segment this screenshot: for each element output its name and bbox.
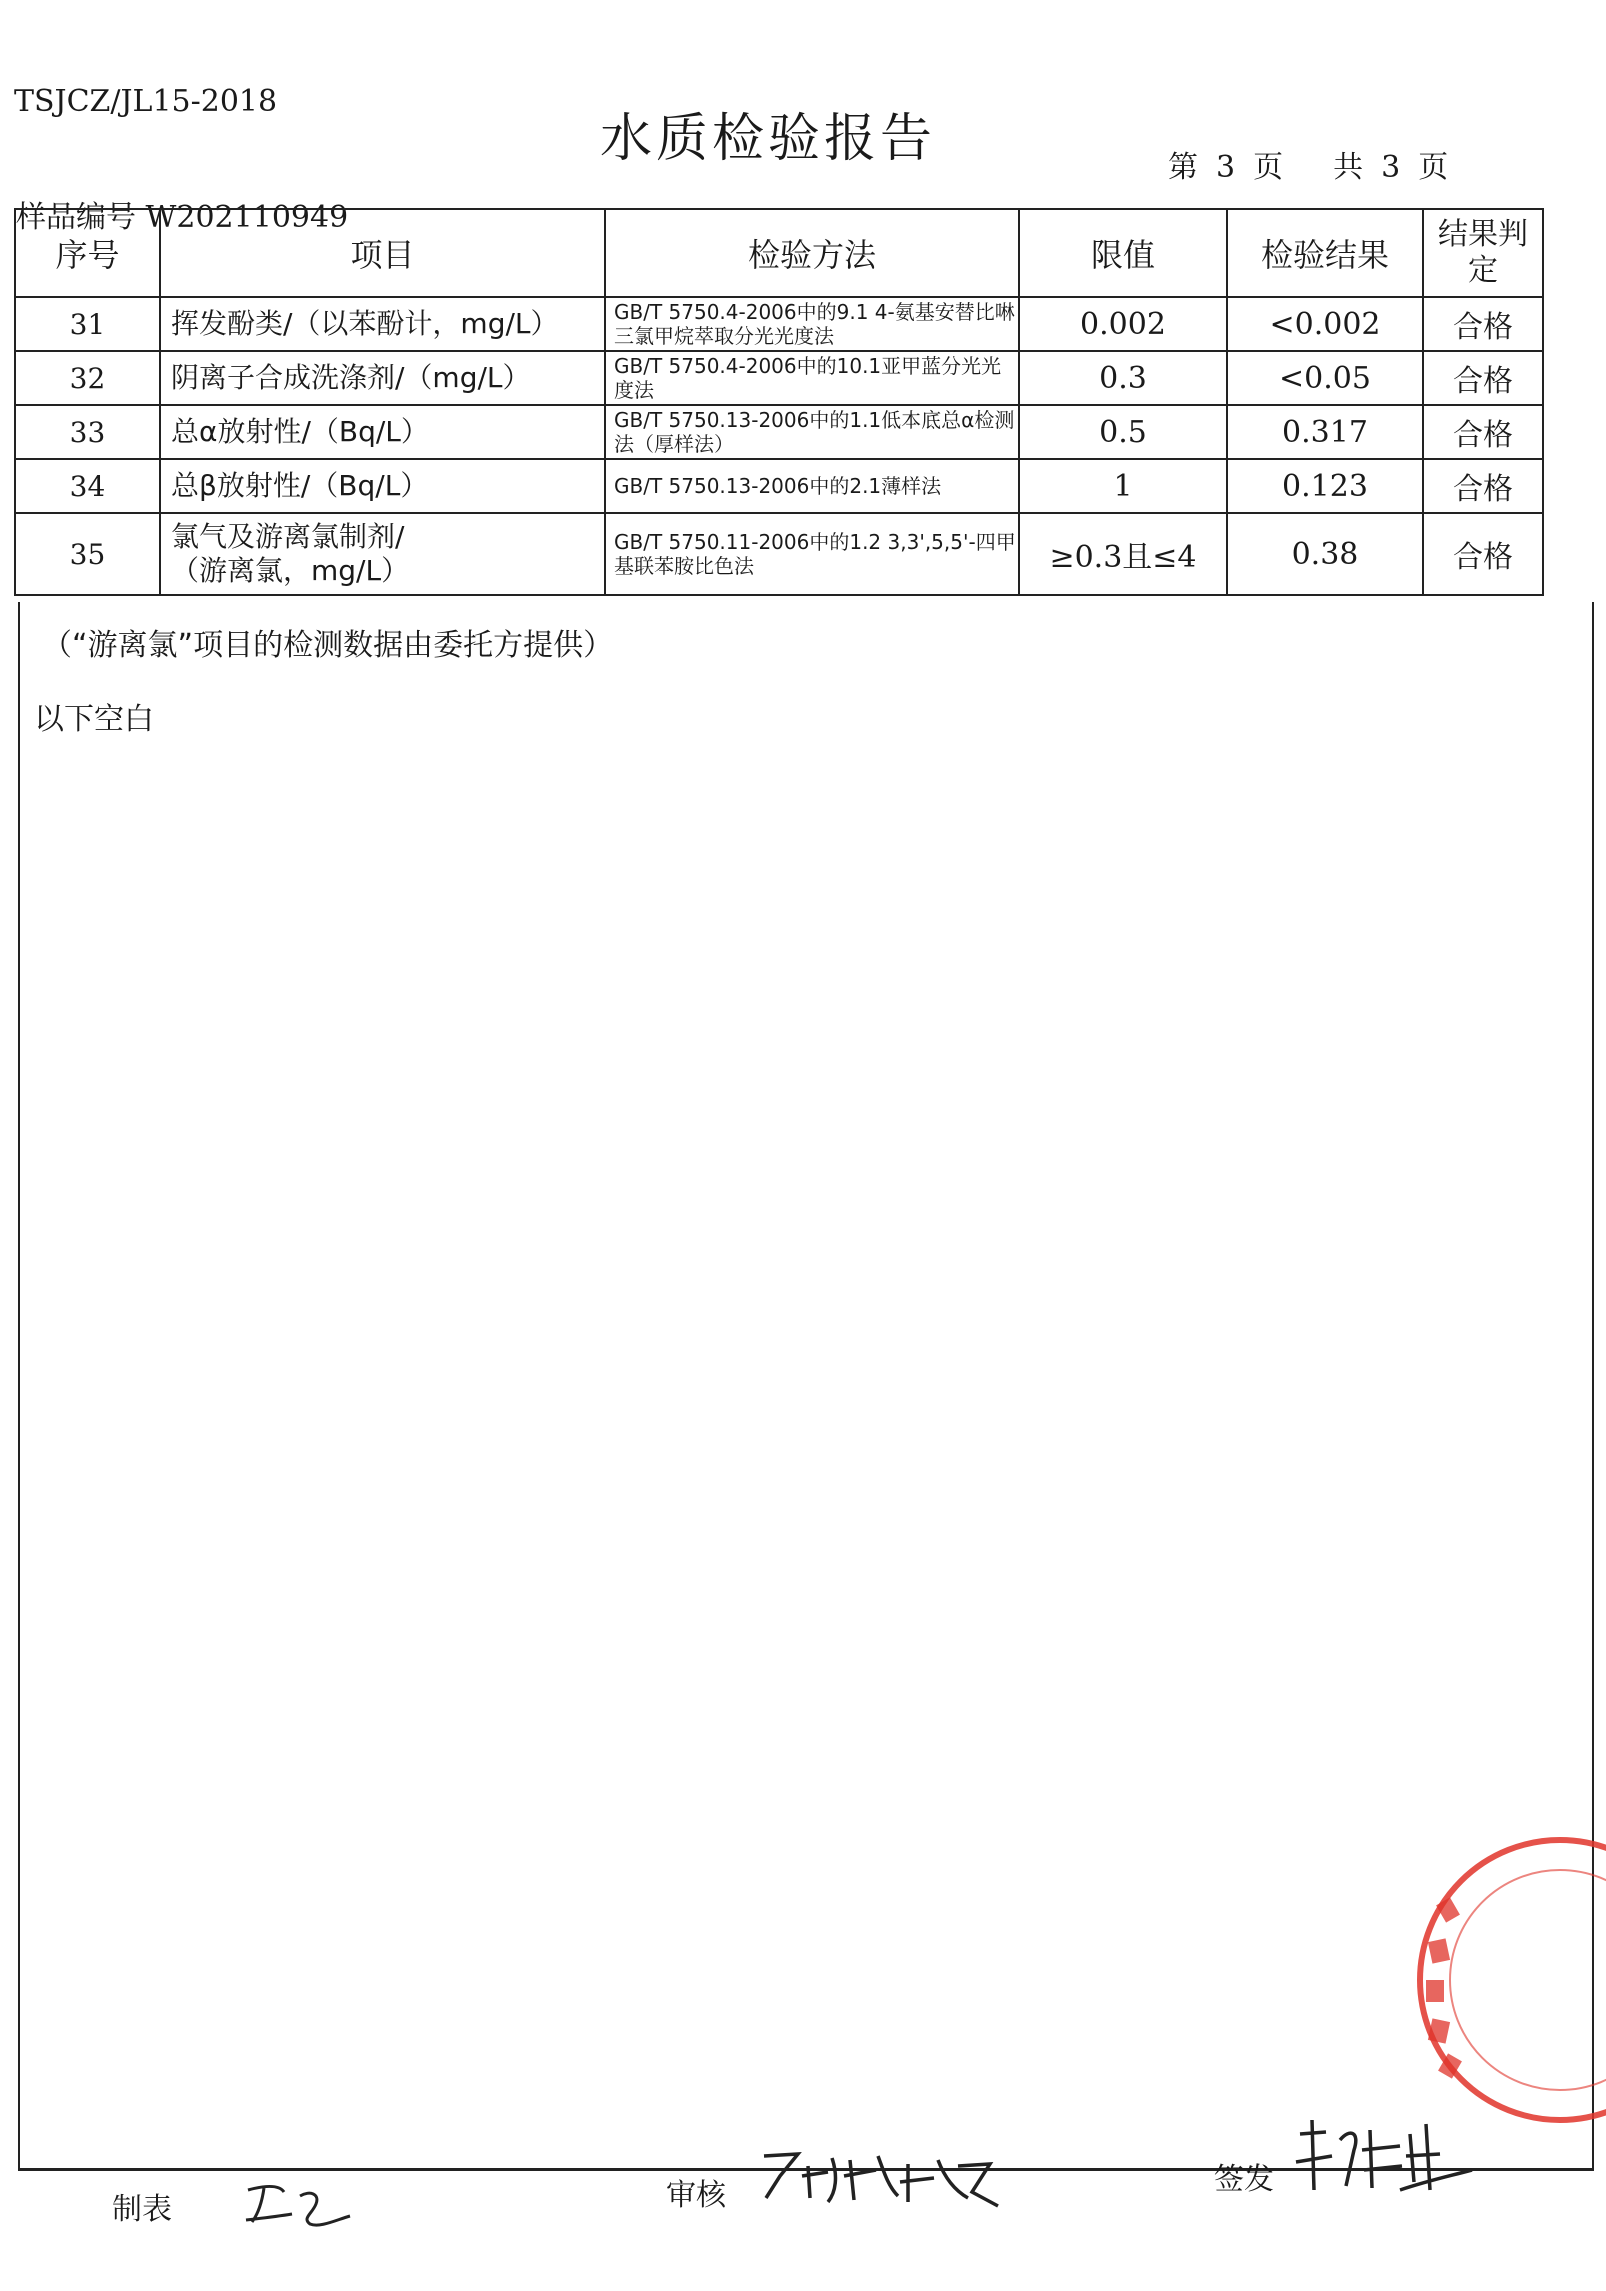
row-judge: 合格 bbox=[1423, 459, 1543, 513]
row-method: GB/T 5750.11-2006中的1.2 3,3',5,5'-四甲基联苯胺比色法 bbox=[605, 513, 1019, 595]
row-method: GB/T 5750.4-2006中的9.1 4-氨基安替比啉三氯甲烷萃取分光光度法 bbox=[605, 297, 1019, 351]
page-indicator bbox=[1168, 142, 1466, 186]
header-judge: 结果判定 bbox=[1423, 209, 1543, 297]
sample-value: W202110949 bbox=[145, 200, 349, 235]
row-judge: 合格 bbox=[1423, 351, 1543, 405]
header-item: 项目 bbox=[160, 209, 605, 297]
row-result: 0.38 bbox=[1227, 513, 1423, 595]
page-unit: 页 bbox=[1253, 150, 1284, 185]
row-limit: ≥0.3且≤4 bbox=[1019, 513, 1227, 595]
header-result: 检验结果 bbox=[1227, 209, 1423, 297]
header-no: 序号 bbox=[15, 209, 160, 297]
row-judge: 合格 bbox=[1423, 297, 1543, 351]
page-total: 3 bbox=[1381, 150, 1401, 185]
report-title: 水质检验报告 bbox=[600, 109, 937, 169]
official-seal bbox=[1330, 1830, 1606, 2130]
issued-by-label: 签发 bbox=[1214, 2162, 1274, 2197]
reviewed-by-signature bbox=[758, 2136, 1008, 2216]
table-row bbox=[15, 513, 1543, 595]
row-item bbox=[160, 513, 605, 595]
row-judge: 合格 bbox=[1423, 405, 1543, 459]
table-row bbox=[15, 297, 1543, 351]
page-total-unit: 页 bbox=[1418, 150, 1449, 185]
issued-by-signature bbox=[1290, 2110, 1480, 2200]
row-judge: 合格 bbox=[1423, 513, 1543, 595]
row-item: 挥发酚类/（以苯酚计，mg/L） bbox=[160, 297, 605, 351]
table-row bbox=[15, 351, 1543, 405]
row-method: GB/T 5750.13-2006中的1.1低本底总α检测法（厚样法） bbox=[605, 405, 1019, 459]
document-code: TSJCZ/JL15-2018 bbox=[14, 84, 278, 119]
row-no: 33 bbox=[15, 405, 160, 459]
row-result: 0.317 bbox=[1227, 405, 1423, 459]
results-table bbox=[14, 208, 1544, 596]
row-result: <0.002 bbox=[1227, 297, 1423, 351]
blank-below-note: 以下空白 bbox=[34, 702, 154, 737]
row-limit: 0.002 bbox=[1019, 297, 1227, 351]
row-no: 31 bbox=[15, 297, 160, 351]
row-no: 35 bbox=[15, 513, 160, 595]
table-header-row bbox=[15, 209, 1543, 297]
header-method: 检验方法 bbox=[605, 209, 1019, 297]
row-method: GB/T 5750.13-2006中的2.1薄样法 bbox=[605, 459, 1019, 513]
header-limit: 限值 bbox=[1019, 209, 1227, 297]
row-item: 总α放射性/（Bq/L） bbox=[160, 405, 605, 459]
row-limit: 0.5 bbox=[1019, 405, 1227, 459]
sample-label: 样品编号 bbox=[16, 200, 136, 235]
row-method: GB/T 5750.4-2006中的10.1亚甲蓝分光光度法 bbox=[605, 351, 1019, 405]
row-item: 阴离子合成洗涤剂/（mg/L） bbox=[160, 351, 605, 405]
page-prefix: 第 bbox=[1168, 150, 1198, 185]
row-limit: 1 bbox=[1019, 459, 1227, 513]
row-no: 34 bbox=[15, 459, 160, 513]
provided-note: （“游离氯”项目的检测数据由委托方提供） bbox=[42, 628, 614, 663]
page-current: 3 bbox=[1216, 150, 1236, 185]
page-total-prefix: 共 bbox=[1333, 150, 1364, 185]
reviewed-by-label: 审核 bbox=[666, 2178, 726, 2213]
row-result: 0.123 bbox=[1227, 459, 1423, 513]
row-no: 32 bbox=[15, 351, 160, 405]
prepared-by-signature bbox=[240, 2170, 360, 2230]
row-item-line1: 氯气及游离氯制剂/ bbox=[171, 520, 405, 553]
row-limit: 0.3 bbox=[1019, 351, 1227, 405]
table-row bbox=[15, 405, 1543, 459]
table-row bbox=[15, 459, 1543, 513]
row-result: <0.05 bbox=[1227, 351, 1423, 405]
prepared-by-label: 制表 bbox=[112, 2192, 172, 2227]
row-item: 总β放射性/（Bq/L） bbox=[160, 459, 605, 513]
row-item-line2: （游离氯，mg/L） bbox=[171, 554, 410, 587]
